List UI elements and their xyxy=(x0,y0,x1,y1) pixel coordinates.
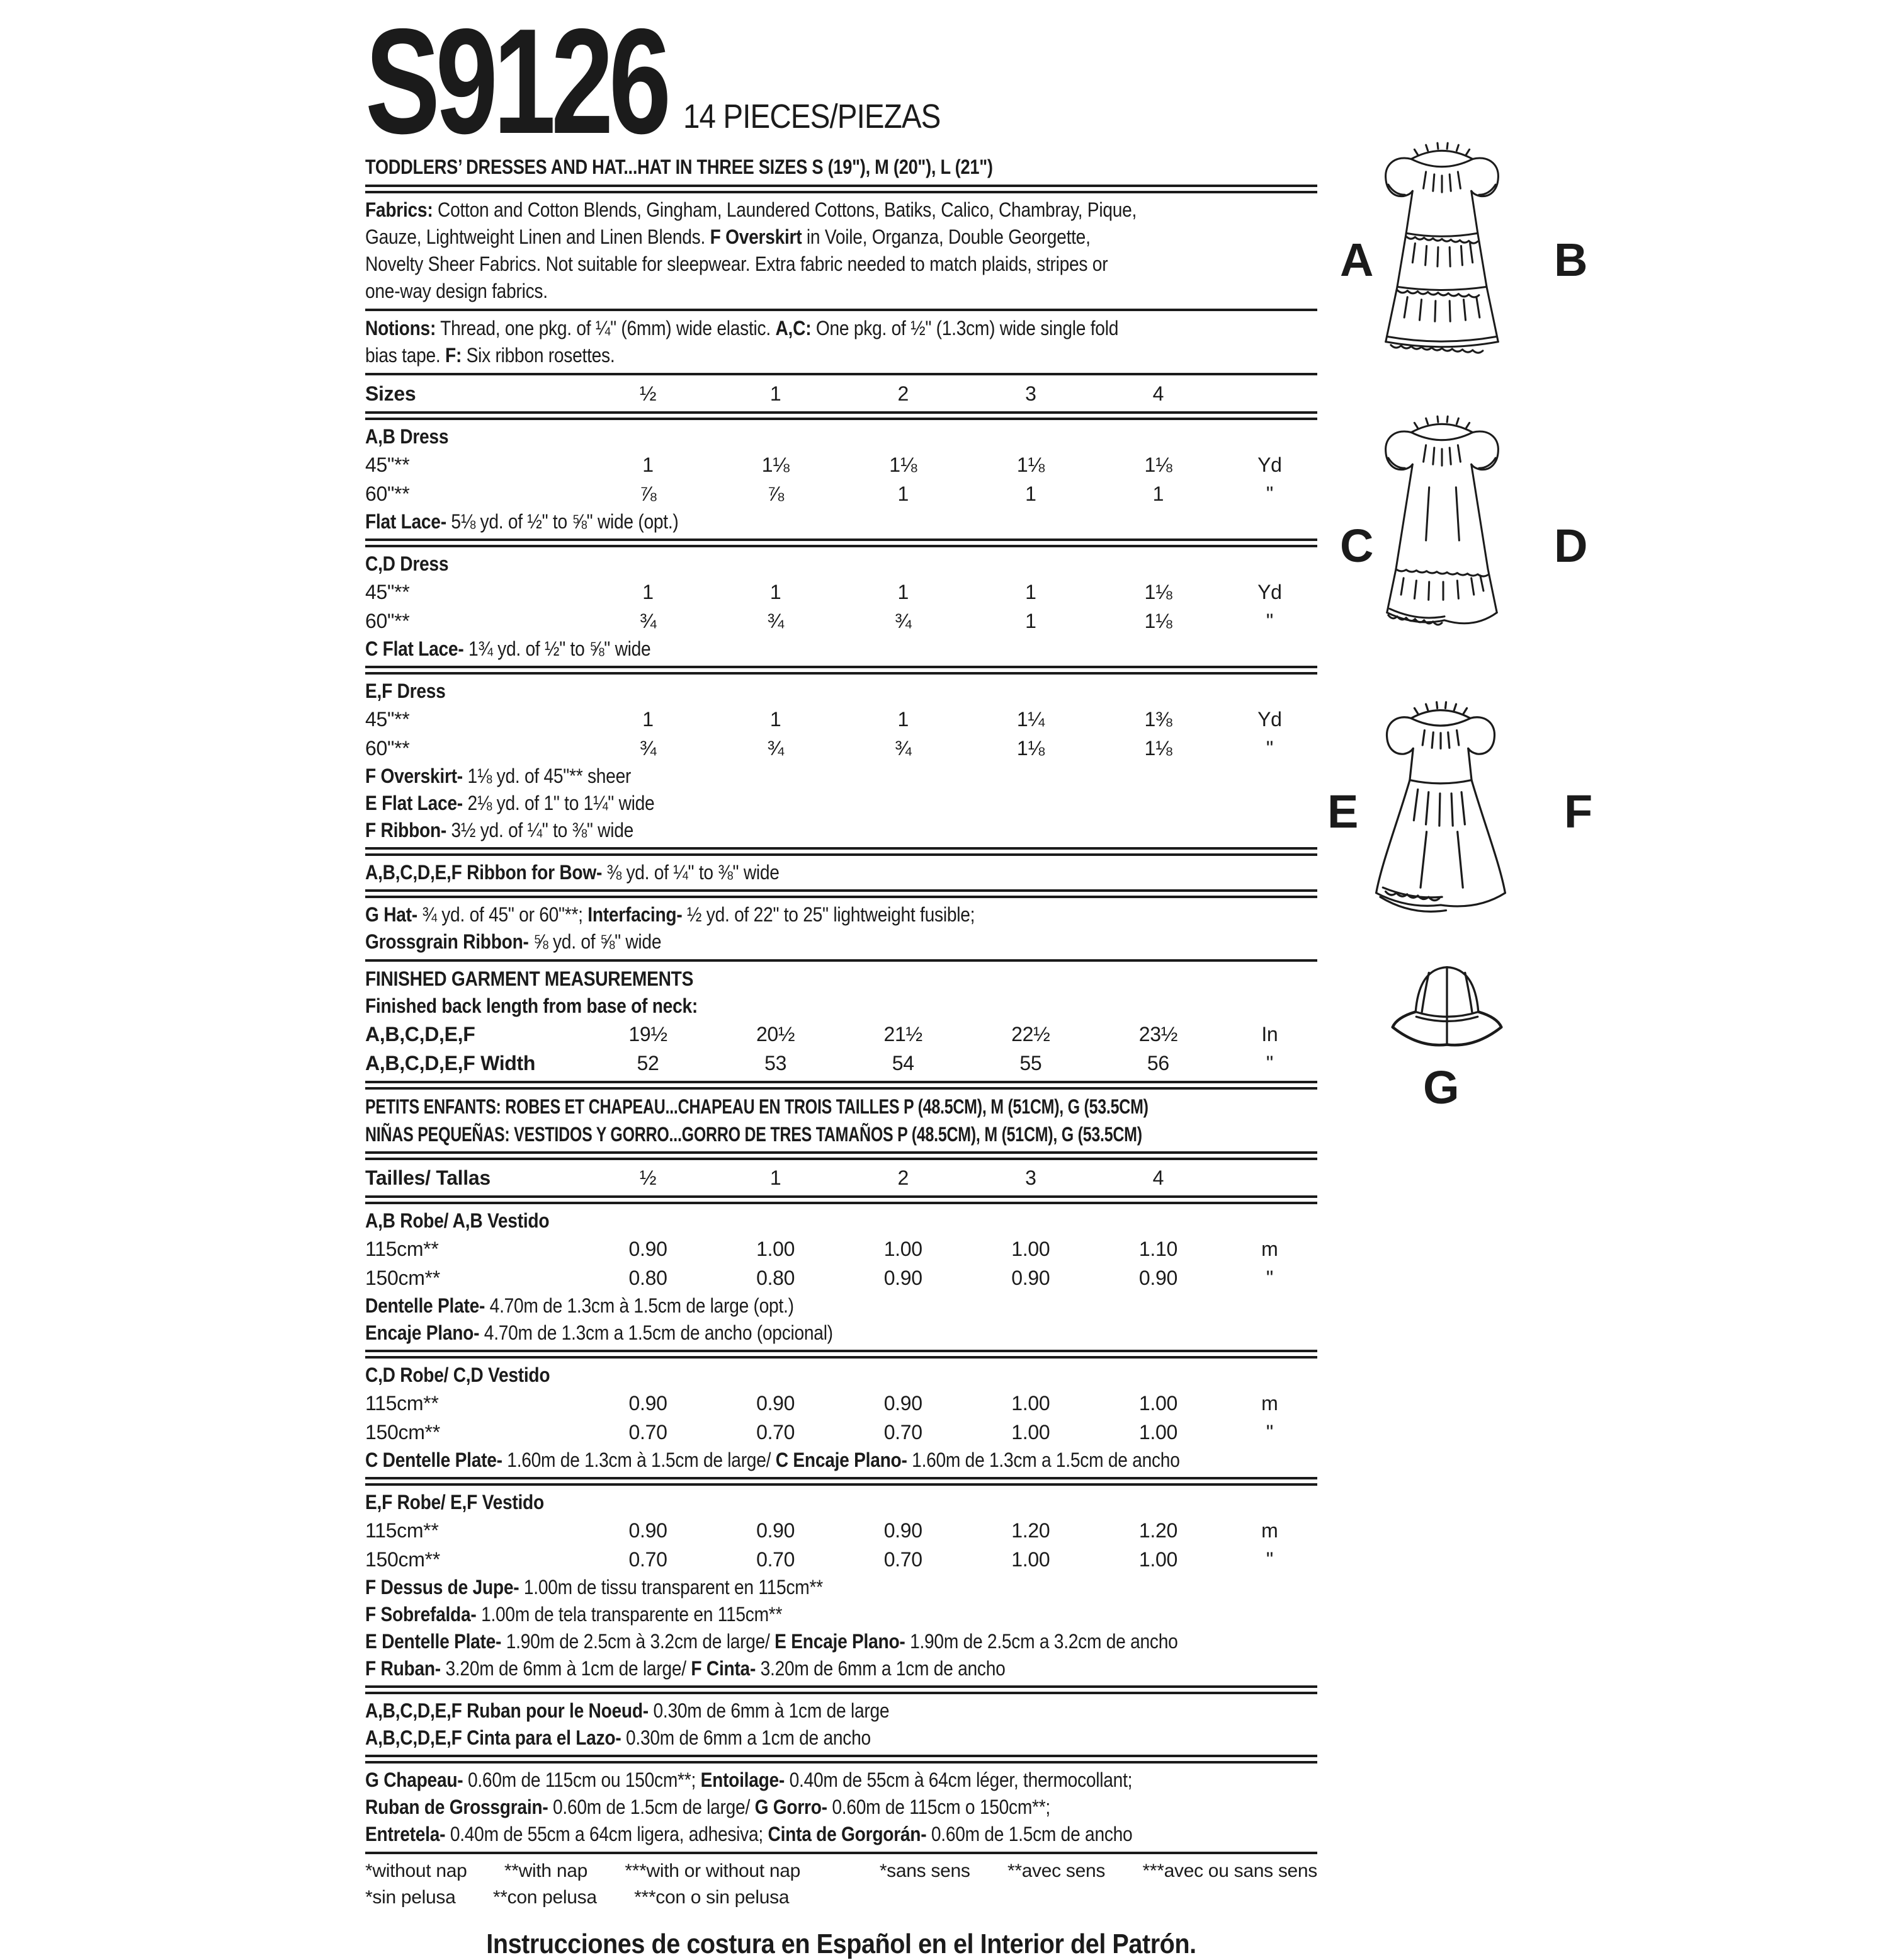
row-label: Sizes xyxy=(365,382,416,405)
unit-cell: In xyxy=(1261,1023,1278,1046)
cell: 0.90 xyxy=(756,1392,795,1415)
cell: 1⅛ xyxy=(1016,737,1045,760)
cell: 1 xyxy=(642,708,654,731)
cell: 1⅛ xyxy=(1144,581,1172,603)
cell: 1.10 xyxy=(1138,1238,1177,1260)
title-en: TODDLERS’ DRESSES AND HAT...HAT IN THREE SIZES S (19"), M (20"), L (21") xyxy=(365,156,993,178)
cell: 3 xyxy=(1025,1166,1036,1189)
cell: 1⅛ xyxy=(889,453,917,476)
dress-ef-illustration xyxy=(1360,694,1521,926)
metric-row xyxy=(365,1418,1317,1447)
dress-cd-illustration xyxy=(1365,409,1519,630)
cell: 1.00 xyxy=(1011,1238,1050,1260)
cell: 1 xyxy=(897,482,909,505)
cell: ¾ xyxy=(767,610,784,632)
cell: 23½ xyxy=(1138,1023,1178,1046)
cell: 0.70 xyxy=(756,1421,795,1444)
cell: 1.00 xyxy=(756,1238,795,1260)
cell: 0.90 xyxy=(628,1392,667,1415)
title-es: NIÑAS PEQUEÑAS: VESTIDOS Y GORRO...GORRO DE TRES TAMAÑOS P (48.5CM), M (51CM), G (53.5CM) xyxy=(365,1123,1142,1146)
divider xyxy=(365,666,1317,675)
view-label-e: E xyxy=(1327,785,1359,838)
note-line: E Dentelle Plate- 1.90m de 2.5cm à 3.2cm de large/ E Encaje Plano- 1.90m de 2.5cm a 3.2cm de ancho xyxy=(365,1630,1178,1653)
cell: 0.70 xyxy=(883,1548,922,1571)
finished-measurements-block xyxy=(365,966,1317,1090)
cell: 1.00 xyxy=(1138,1392,1177,1415)
cell: ⅞ xyxy=(639,482,657,505)
divider xyxy=(365,847,1317,856)
cell: 0.90 xyxy=(883,1392,922,1415)
view-label-b: B xyxy=(1554,234,1588,286)
view-label-a: A xyxy=(1340,234,1374,286)
row-label: 45"** xyxy=(365,453,410,476)
cell: 1.00 xyxy=(883,1238,922,1260)
metric-row xyxy=(365,1234,1317,1263)
divider xyxy=(365,1151,1317,1160)
garment-illustrations xyxy=(1310,126,1637,1197)
envelope-back-text-column xyxy=(365,0,1317,1960)
notions-line: Notions: Thread, one pkg. of ¼" (6mm) wide elastic. A,C: One pkg. of ½" (1.3cm) wide single fold xyxy=(365,317,1119,339)
cell: 1⅛ xyxy=(1016,453,1045,476)
cell: 0.90 xyxy=(1011,1267,1050,1289)
sizes-header-row xyxy=(365,379,1317,408)
measurements-subtitle: Finished back length from base of neck: xyxy=(365,994,698,1017)
row-label: 150cm** xyxy=(365,1421,440,1444)
cell: 1.00 xyxy=(1138,1421,1177,1444)
header-block xyxy=(365,0,1317,165)
footnote-es: *sin pelusa **con pelusa ***con o sin pelusa xyxy=(365,1887,790,1908)
cell: 1.00 xyxy=(1011,1548,1050,1571)
divider xyxy=(365,373,1317,375)
notions-paragraph xyxy=(365,315,1317,369)
unit-cell: " xyxy=(1266,482,1273,505)
cell: 1⅛ xyxy=(761,453,790,476)
cell: 0.90 xyxy=(883,1267,922,1289)
section-title-ef-robe: E,F Robe/ E,F Vestido xyxy=(365,1491,544,1513)
yardage-row xyxy=(365,578,1317,607)
figure-ef xyxy=(1310,694,1637,926)
cell: 1¼ xyxy=(1016,708,1045,731)
cell: 1 xyxy=(1025,610,1036,632)
note-line: C Dentelle Plate- 1.60m de 1.3cm à 1.5cm de large/ C Encaje Plano- 1.60m de 1.3cm a 1.5cm de ancho xyxy=(365,1449,1180,1471)
cell: ½ xyxy=(639,382,657,405)
section-title-cd-robe: C,D Robe/ C,D Vestido xyxy=(365,1364,550,1386)
cell: 1 xyxy=(769,708,781,731)
cell: ½ xyxy=(639,1166,657,1189)
cell: 1 xyxy=(769,1166,781,1189)
cell: 0.90 xyxy=(628,1519,667,1542)
unit-cell: " xyxy=(1266,737,1273,760)
row-label: 60"** xyxy=(365,482,410,505)
unit-cell: " xyxy=(1266,1548,1273,1571)
row-label: 115cm** xyxy=(365,1238,439,1260)
cell: 1 xyxy=(642,581,654,603)
cell: 0.70 xyxy=(628,1421,667,1444)
row-label: 115cm** xyxy=(365,1392,439,1415)
note-line: F Dessus de Jupe- 1.00m de tissu transparent en 115cm** xyxy=(365,1576,823,1598)
yardage-row xyxy=(365,607,1317,635)
note-line: Dentelle Plate- 4.70m de 1.3cm à 1.5cm de large (opt.) xyxy=(365,1294,794,1317)
view-label-g: G xyxy=(1423,1061,1460,1114)
divider xyxy=(365,1350,1317,1359)
section-title-ef-dress: E,F Dress xyxy=(365,680,446,702)
cell: 1⅛ xyxy=(1144,610,1172,632)
divider xyxy=(365,1477,1317,1486)
cell: 22½ xyxy=(1011,1023,1050,1046)
cell: ¾ xyxy=(895,737,912,760)
row-label: 150cm** xyxy=(365,1267,440,1289)
divider xyxy=(365,889,1317,898)
pieces-count: 14 PIECES/PIEZAS xyxy=(683,98,941,135)
divider xyxy=(365,185,1317,193)
fabrics-paragraph xyxy=(365,197,1317,305)
cell: 1 xyxy=(769,581,781,603)
note-line: F Overskirt- 1⅛ yd. of 45"** sheer xyxy=(365,765,632,787)
section-title-ab-dress: A,B Dress xyxy=(365,425,449,448)
cell: 2 xyxy=(897,1166,909,1189)
note-line: F Ruban- 3.20m de 6mm à 1cm de large/ F Cinta- 3.20m de 6mm a 1cm de ancho xyxy=(365,1657,1006,1680)
hat-g-illustration xyxy=(1384,956,1510,1061)
cell: 0.70 xyxy=(756,1548,795,1571)
dress-ab-illustration xyxy=(1365,136,1519,356)
unit-cell: " xyxy=(1266,610,1273,632)
cell: ¾ xyxy=(639,610,657,632)
yardage-row xyxy=(365,705,1317,734)
spanish-instructions-note: Instrucciones de costura en Español en el Interior del Patrón. xyxy=(486,1929,1196,1959)
view-label-d: D xyxy=(1554,520,1588,572)
title-fr: PETITS ENFANTS: ROBES ET CHAPEAU...CHAPEAU EN TROIS TAILLES P (48.5CM), M (51CM), G (53.5CM) xyxy=(365,1095,1149,1118)
cell: 0.90 xyxy=(756,1519,795,1542)
measurement-row xyxy=(365,1049,1317,1078)
cell: 1⅛ xyxy=(1144,737,1172,760)
hat-line-fr-es: G Chapeau- 0.60m de 115cm ou 150cm**; Entoilage- 0.40m de 55cm à 64cm léger, thermocollant; xyxy=(365,1769,1133,1791)
hat-yardage-line: G Hat- ¾ yd. of 45" or 60"**; Interfacing- ½ yd. of 22" to 25" lightweight fusible; xyxy=(365,903,975,926)
row-label: 45"** xyxy=(365,708,410,731)
note-line: Encaje Plano- 4.70m de 1.3cm a 1.5cm de ancho (opcional) xyxy=(365,1321,833,1344)
footnotes-row-1 xyxy=(365,1858,1317,1884)
yardage-row xyxy=(365,479,1317,508)
divider xyxy=(365,411,1317,420)
footnote-en: *without nap **with nap ***with or without nap xyxy=(365,1860,800,1881)
cell: 52 xyxy=(637,1052,659,1074)
cell: 1⅜ xyxy=(1144,708,1172,731)
unit-cell: " xyxy=(1266,1267,1273,1289)
row-label: 115cm** xyxy=(365,1519,439,1542)
cell: 1.20 xyxy=(1011,1519,1050,1542)
unit-cell: " xyxy=(1266,1421,1273,1444)
cell: 0.90 xyxy=(628,1238,667,1260)
cell: 19½ xyxy=(628,1023,667,1046)
pattern-number: S9126 xyxy=(365,0,667,165)
cell: 0.90 xyxy=(883,1519,922,1542)
cell: ¾ xyxy=(895,610,912,632)
note-line: F Ribbon- 3½ yd. of ¼" to ⅜" wide xyxy=(365,819,634,841)
cell: 0.70 xyxy=(883,1421,922,1444)
notions-line: bias tape. F: Six ribbon rosettes. xyxy=(365,344,615,367)
section-title-ab-robe: A,B Robe/ A,B Vestido xyxy=(365,1209,550,1232)
divider xyxy=(365,1081,1317,1090)
ribbon-for-bow-line: A,B,C,D,E,F Ribbon for Bow- ⅜ yd. of ¼" to ⅜" wide xyxy=(365,861,780,884)
cell: 1.00 xyxy=(1011,1392,1050,1415)
note-line: E Flat Lace- 2⅛ yd. of 1" to 1¼" wide xyxy=(365,792,655,814)
divider xyxy=(365,959,1317,962)
cell: 1 xyxy=(1152,482,1164,505)
hat-yardage-line: Grossgrain Ribbon- ⅝ yd. of ⅝" wide xyxy=(365,930,662,953)
cell: 1.00 xyxy=(1011,1421,1050,1444)
cell: ¾ xyxy=(639,737,657,760)
cell: 21½ xyxy=(883,1023,922,1046)
cell: 1⅛ xyxy=(1144,453,1172,476)
divider xyxy=(365,1195,1317,1204)
row-label: 150cm** xyxy=(365,1548,440,1571)
cell: 4 xyxy=(1152,1166,1164,1189)
cell: 4 xyxy=(1152,382,1164,405)
metric-row xyxy=(365,1263,1317,1292)
metric-row xyxy=(365,1545,1317,1574)
tailles-header-row xyxy=(365,1163,1317,1192)
unit-cell: Yd xyxy=(1257,581,1282,603)
row-label: Tailles/ Tallas xyxy=(365,1166,491,1189)
cell: 56 xyxy=(1147,1052,1169,1074)
divider xyxy=(365,1685,1317,1694)
yardage-row xyxy=(365,734,1317,763)
note-line: F Sobrefalda- 1.00m de tela transparente en 115cm** xyxy=(365,1603,783,1626)
unit-cell: Yd xyxy=(1257,708,1282,731)
section-title-cd-dress: C,D Dress xyxy=(365,552,449,575)
fabrics-line: Novelty Sheer Fabrics. Not suitable for sleepwear. Extra fabric needed to match plaids, stripes or xyxy=(365,253,1108,275)
view-label-f: F xyxy=(1564,785,1592,838)
divider xyxy=(365,309,1317,311)
figure-cd xyxy=(1310,409,1637,630)
divider xyxy=(365,538,1317,547)
footnote-fr: *sans sens **avec sens ***avec ou sans sens xyxy=(879,1860,1317,1881)
international-title-block xyxy=(365,1093,1317,1148)
row-label: A,B,C,D,E,F xyxy=(365,1023,475,1046)
unit-cell: m xyxy=(1261,1519,1278,1542)
imperial-yardage-table xyxy=(365,379,1317,962)
cell: 1.00 xyxy=(1138,1548,1177,1571)
figure-ab xyxy=(1310,136,1637,356)
ribbon-bow-line-fr: A,B,C,D,E,F Ruban pour le Noeud- 0.30m de 6mm à 1cm de large xyxy=(365,1699,890,1722)
footnotes-row-2 xyxy=(365,1884,1317,1911)
metric-yardage-table xyxy=(365,1163,1317,1854)
divider xyxy=(365,1755,1317,1763)
yardage-row xyxy=(365,450,1317,479)
fabrics-line: Fabrics: Cotton and Cotton Blends, Gingham, Laundered Cottons, Batiks, Calico, Chambray, Pique, xyxy=(365,198,1137,221)
unit-cell: " xyxy=(1266,1052,1273,1074)
row-label: 60"** xyxy=(365,610,410,632)
note-line: Flat Lace- 5⅛ yd. of ½" to ⅝" wide (opt.) xyxy=(365,510,679,533)
cell: 53 xyxy=(764,1052,787,1074)
row-label: A,B,C,D,E,F Width xyxy=(365,1052,536,1074)
cell: ⅞ xyxy=(767,482,784,505)
cell: 0.70 xyxy=(628,1548,667,1571)
note-line: C Flat Lace- 1¾ yd. of ½" to ⅝" wide xyxy=(365,637,651,660)
fabrics-line: Gauze, Lightweight Linen and Linen Blends. F Overskirt in Voile, Organza, Double Georgette, xyxy=(365,225,1091,248)
ribbon-bow-line-es: A,B,C,D,E,F Cinta para el Lazo- 0.30m de 6mm a 1cm de ancho xyxy=(365,1726,871,1749)
cell: 0.90 xyxy=(1138,1267,1177,1289)
metric-row xyxy=(365,1389,1317,1418)
row-label: 45"** xyxy=(365,581,410,603)
cell: 20½ xyxy=(756,1023,795,1046)
cell: 3 xyxy=(1025,382,1036,405)
cell: 0.80 xyxy=(756,1267,795,1289)
cell: 1 xyxy=(897,581,909,603)
cell: ¾ xyxy=(767,737,784,760)
measurements-title: FINISHED GARMENT MEASUREMENTS xyxy=(365,967,694,990)
cell: 1 xyxy=(1025,482,1036,505)
hat-line-fr-es: Entretela- 0.40m de 55cm a 64cm ligera, adhesiva; Cinta de Gorgorán- 0.60m de 1.5cm de ancho xyxy=(365,1823,1133,1845)
cell: 1.20 xyxy=(1138,1519,1177,1542)
hat-line-fr-es: Ruban de Grossgrain- 0.60m de 1.5cm de large/ G Gorro- 0.60m de 115cm o 150cm**; xyxy=(365,1796,1050,1818)
row-label: 60"** xyxy=(365,737,410,760)
unit-cell: m xyxy=(1261,1238,1278,1260)
figure-g xyxy=(1310,956,1637,1114)
cell: 1 xyxy=(769,382,781,405)
measurement-row xyxy=(365,1020,1317,1049)
metric-row xyxy=(365,1516,1317,1545)
cell: 55 xyxy=(1019,1052,1042,1074)
fabrics-line: one-way design fabrics. xyxy=(365,280,548,302)
divider xyxy=(365,1852,1317,1854)
unit-cell: Yd xyxy=(1257,453,1282,476)
view-label-c: C xyxy=(1340,520,1374,572)
cell: 1 xyxy=(1025,581,1036,603)
cell: 0.80 xyxy=(628,1267,667,1289)
cell: 2 xyxy=(897,382,909,405)
unit-cell: m xyxy=(1261,1392,1278,1415)
cell: 1 xyxy=(897,708,909,731)
cell: 54 xyxy=(892,1052,914,1074)
cell: 1 xyxy=(642,453,654,476)
